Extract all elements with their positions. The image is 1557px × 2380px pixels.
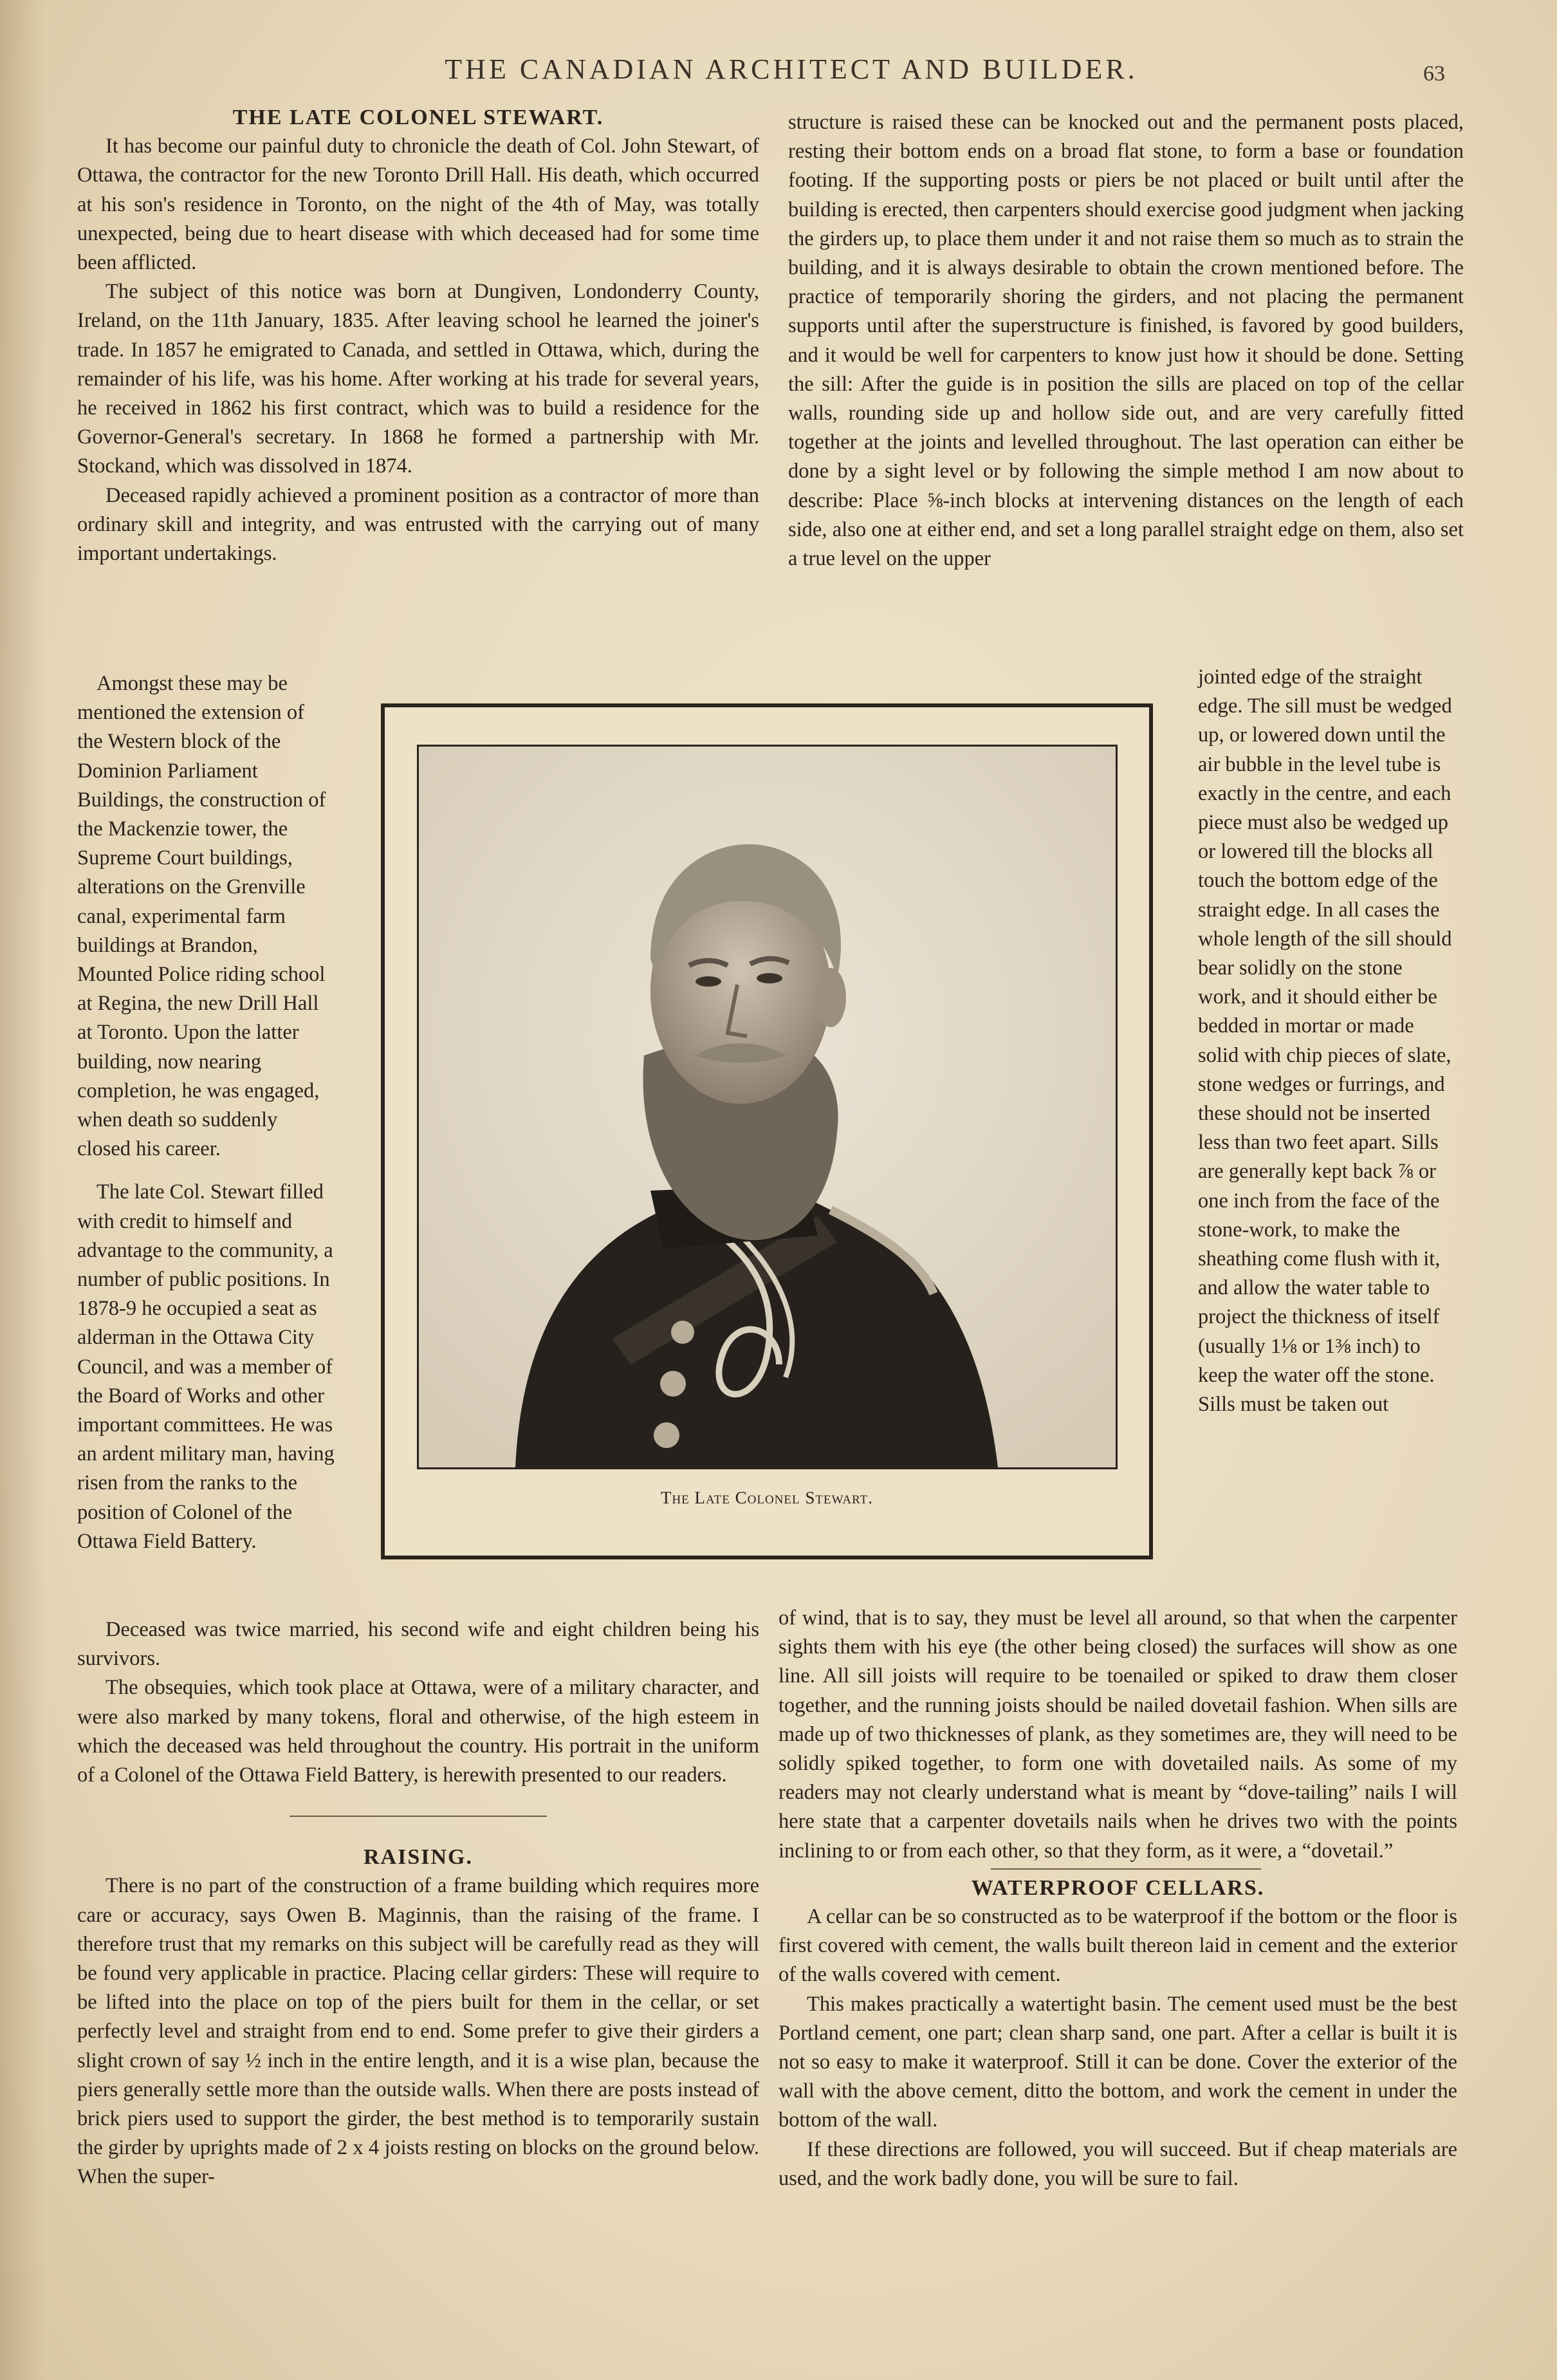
portrait-photo xyxy=(417,745,1118,1469)
paragraph: The late Col. Stewart filled with credit to himself and advantage to the community, a number of public positions. In 1878-9 he occupied a seat as alderman in the Ottawa City Council, and was a member of the Board of Works and other important committees. He was an ardent military man, having risen from the ranks to the position of Colonel of the Ottawa Field Battery. xyxy=(77,1180,335,1553)
article-title-raising: RAISING. xyxy=(364,1845,473,1870)
paragraph: There is no part of the construction of a frame building which requires more care or accuracy, says Owen B. Maginnis, than the raising of the frame. I therefore trust that my remarks on this subject will be carefully read as they will be found very applicable in practice. Placing cellar girders: These will require to be lifted into the place on top of the piers built for them in the cellar, or set perfectly level and straight from end to end. Some prefer to give their girders a slight crown of say ½ inch in the entire length, and it is a wise plan, because the piers generally settle more than the outside walls. When there are posts instead of brick piers used to support the girder, the best method is to temporarily sustain the girder by uprights made of 2 x 4 joists resting on blocks on the ground below. When the super- xyxy=(77,1874,759,2189)
article-raising-continued xyxy=(788,108,1464,573)
article-raising-end xyxy=(778,1604,1457,2193)
paragraph: of wind, that is to say, they must be level all around, so that when the carpenter sights them with his eye (the other being closed) the surfaces will show as one line. All sill joists will require to be toenailed or spiked to draw them closer together, and the running joists should be nailed dovetail fashion. When sills are made up of two thicknesses of plank, as they sometimes are, they will need to be solidly spiked together, to form one with dovetailed nails. As some of my readers may not clearly understand what is meant by “dove-tailing” nails I will here state that a carpenter dovetails nails when he drives two with the points inclining to or from each other, so that they form, as it were, a “dovetail.” xyxy=(778,1606,1457,1863)
article-title: THE LATE COLONEL STEWART. xyxy=(232,106,604,129)
paragraph: The subject of this notice was born at Dungiven, Londonderry County, Ireland, on the 11th January, 1835. After leaving school he learned the joiner's trade. In 1857 he emigrated to Canada, and settled in Ottawa, which, during the remainder of his life, was his home. After working at his trade for several years, he received in 1862 his first contract, which was to build a residence for the Governor-General's secretary. In 1868 he formed a partnership with Mr. Stockand, which was dissolved in 1874. xyxy=(77,280,759,478)
article-title-waterproof: WATERPROOF CELLARS. xyxy=(971,1875,1265,1900)
article-raising-narrow xyxy=(1198,663,1452,1419)
running-title: THE CANADIAN ARCHITECT AND BUILDER. xyxy=(445,53,1138,85)
section-divider xyxy=(290,1816,547,1817)
article-colonel-stewart xyxy=(77,103,759,568)
paragraph: Amongst these may be mentioned the extension of the Western block of the Dominion Parliament Buildings, the construction of the Mackenzie tower, the Supreme Court buildings, alterations on the Grenville canal, experimental farm buildings at Brandon, Mounted Police riding school at Regina, the new Drill Hall at Toronto. Upon the latter building, now nearing completion, he was engaged, when death so suddenly closed his career. xyxy=(77,672,326,1161)
paragraph: It has become our painful duty to chronicle the death of Col. John Stewart, of Ottawa, the contractor for the new Toronto Drill Hall. His death, which occurred at his son's residence in Toronto, on the night of the 4th of May, was totally unexpected, being due to heart disease with which deceased had for some time been afflicted. xyxy=(77,135,759,275)
paragraph: A cellar can be so constructed as to be waterproof if the bottom or the floor is first covered with cement, the walls built thereon laid in cement and the exterior of the walls covered with cement. xyxy=(778,1905,1457,1987)
portrait-caption: The Late Colonel Stewart. xyxy=(660,1488,874,1507)
portrait-frame xyxy=(381,703,1153,1559)
paragraph: Deceased rapidly achieved a prominent position as a contractor of more than ordinary skill and integrity, and was entrusted with the carrying out of many important undertakings. xyxy=(77,483,759,566)
paragraph: Deceased was twice married, his second wife and eight children being his survivors. xyxy=(77,1618,759,1671)
paragraph: structure is raised these can be knocked out and the permanent posts placed, resting their bottom ends on a broad flat stone, to form a base or foundation footing. If the supporting posts or piers be not placed or built until after the building is erected, then carpenters should exercise good judgment when jacking the girders up, to place them under it and not raise them so much as to strain the building, and it is always desirable to obtain the crown mentioned before. The practice of temporarily shoring the girders, and not placing the permanent supports until after the superstructure is finished, is favored by good builders, and it would be well for carpenters to know just how it should be done. Setting the sill: After the guide is in position the sills are placed on top of the cellar walls, rounding side up and hollow side out, and are very carefully fitted together at the joints and levelled throughout. The last operation can either be done by a sight level or by following the simple method I am now about to describe: Place ⅝-inch blocks at intervening distances on the length of each side, also one at either end, and set a long parallel straight edge on them, also set a true level on the upper xyxy=(788,111,1464,571)
paragraph: If these directions are followed, you will succeed. But if cheap materials are used, and the work badly done, you will be sure to fail. xyxy=(778,2137,1457,2190)
article-colonel-stewart-narrow xyxy=(77,669,335,1556)
paragraph: jointed edge of the straight edge. The sill must be wedged up, or lowered down until the air bubble in the level tube is exactly in the centre, and each piece must also be wedged up or lowered till the blocks all touch the bottom edge of the straight edge. In all cases the whole length of the sill should bear solidly on the stone work, and it should either be bedded in mortar or made solid with chip pieces of slate, stone wedges or furrings, and these should not be inserted less than two feet apart. Sills are generally kept back ⅞ or one inch from the face of the stone-work, to make the sheathing come flush with it, and allow the water table to project the thickness of itself (usually 1⅛ or 1⅜ inch) to keep the water off the stone. Sills must be taken out xyxy=(1198,665,1452,1417)
section-divider xyxy=(991,1868,1261,1870)
article-colonel-stewart-end xyxy=(77,1615,759,2192)
paragraph: The obsequies, which took place at Ottawa, were of a military character, and were also marked by many tokens, floral and otherwise, of the high esteem in which the deceased was held throughout the country. His portrait in the uniform of a Colonel of the Ottawa Field Battery, is herewith presented to our readers. xyxy=(77,1676,759,1787)
binding-shadow xyxy=(0,0,45,2380)
page-number: 63 xyxy=(1423,62,1445,86)
paragraph: This makes practically a watertight basin. The cement used must be the best Portland cement, one part; clean sharp sand, one part. After a cellar is built it is not so easy to make it waterproof. Still it can be done. Cover the exterior of the wall with the above cement, ditto the bottom, and work the cement in under the bottom of the wall. xyxy=(778,1992,1457,2132)
